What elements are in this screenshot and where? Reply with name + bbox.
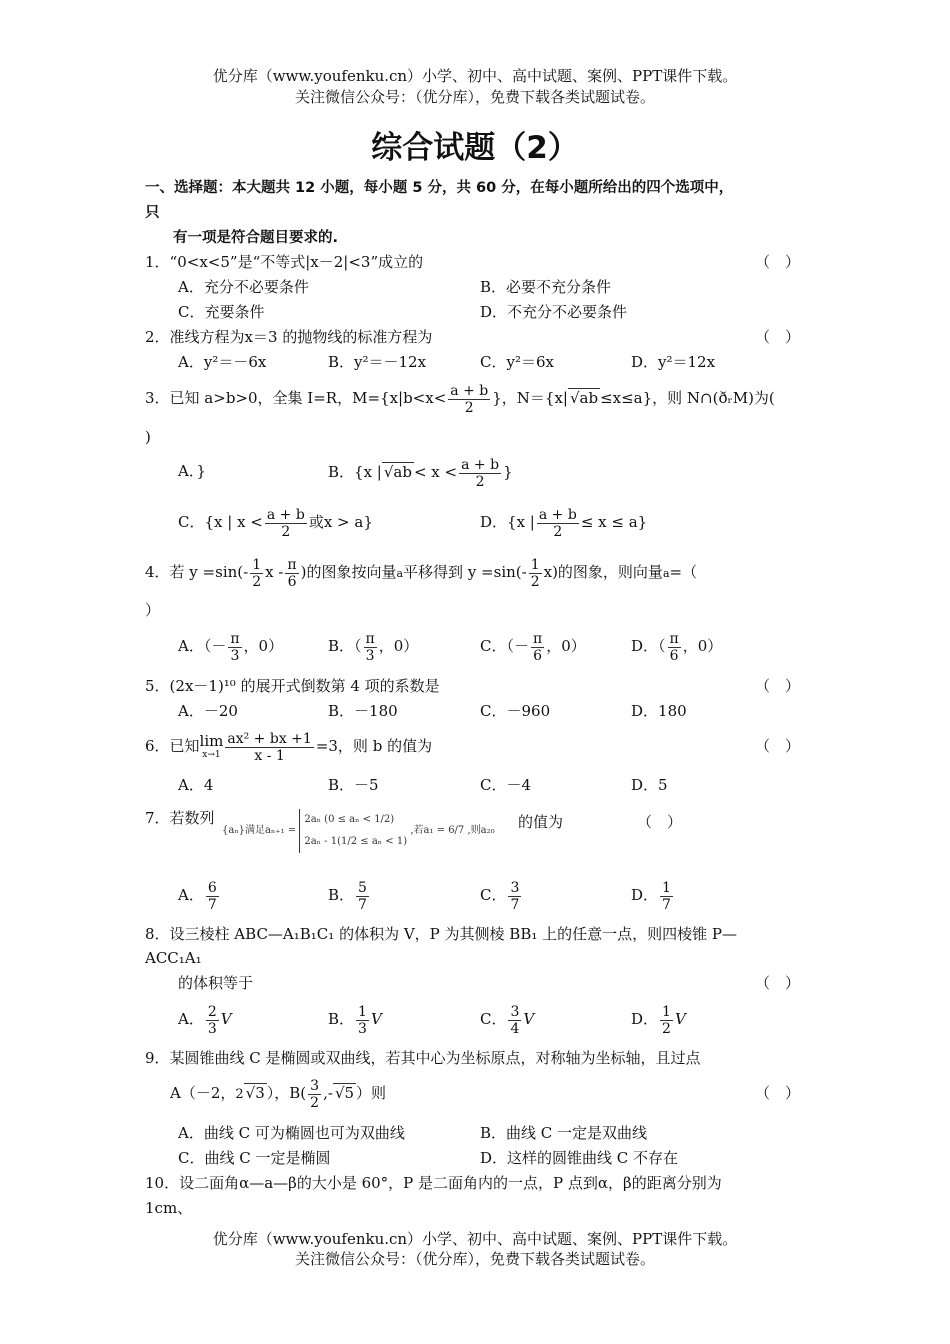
q7-option-a-label: A． [178,886,204,904]
q7-option-d-label: D． [631,886,659,904]
q6-limit-sub: x→1 [202,750,221,760]
footer-line-2: 关注微信公众号：（优分库），免费下载各类试题试卷。 [294,1250,655,1268]
q7-option-b-den: 7 [358,896,367,913]
q3-option-c [178,502,373,542]
header-line-1: 优分库（www.youfenku.cn）小学、初中、高中试题、案例、PPT课件下载。 [212,67,738,85]
q4-stem [145,552,697,594]
q9-two: 2 [235,1087,244,1102]
q8-stem-3: 的体积等于 [178,974,254,992]
q4-option-a-den: 3 [230,647,240,664]
q2-option-a: A．y²＝－6x [178,353,267,371]
q3-stem-pre: 3．已知 a>b>0，全集 I=R，M={x|b<x< [145,389,447,407]
q9-stem: 9．某圆锥曲线 C 是椭圆或双曲线，若其中心为坐标原点，对称轴为坐标轴，且过点 [145,1049,701,1067]
q8-option-d-label: D． [631,1010,659,1028]
footer-line-1: 优分库（www.youfenku.cn）小学、初中、高中试题、案例、PPT课件下载。 [212,1230,738,1248]
q4-option-d-fraction [668,631,681,664]
q7-condition: ,若a₁ = 6/7 ,则a₂₀ [410,825,495,836]
q7-stem-post: 的值为 [518,813,564,831]
q4-option-a [178,626,283,666]
q4-stem-pre: 4．若 y =sin(- [145,563,249,581]
q4-option-a-num: π [230,630,240,647]
q6-stem-post: =3，则 b 的值为 [315,737,433,755]
q8-option-c [480,999,534,1039]
q1-stem: 1．“0<x<5”是“不等式|x－2|<3”成立的 [145,253,424,271]
q3-stem-mid: }，N＝{x| [492,389,568,407]
q3-option-b-sqrt-value: ab [393,463,412,481]
q3-option-d-fraction-num: a + b [538,506,577,523]
q3-option-c-fraction-den: 2 [281,523,291,540]
q4-option-b-fraction [364,631,377,664]
q7-option-b [328,875,371,915]
q7-option-a-fraction [206,880,219,913]
q4-option-a-tail: ，0） [243,637,284,655]
q4-half-num-2: 1 [530,556,540,573]
q4-stem-mid4: x)的图象，则向量 [543,563,663,581]
q7-option-c [480,875,523,915]
q1-option-c: C．充要条件 [178,303,265,321]
q9-sqrt-3-value: 3 [255,1084,265,1102]
q3-option-c-label: C．{x | x < [178,513,263,531]
q8-option-d-v: V [674,1010,686,1028]
q2-option-c: C．y²＝6x [480,353,554,371]
q4-option-b-num: π [365,630,375,647]
q4-option-a-label: A．（－ [178,637,227,655]
q4-option-c-den: 6 [533,647,543,664]
q9-mid2: ,- [323,1084,333,1102]
q8-option-a [178,999,232,1039]
q3-option-b-label: B．{x | [328,463,382,481]
q7-option-a [178,875,221,915]
q9-option-c: C．曲线 C 一定是椭圆 [178,1149,331,1167]
q2-option-d: D．y²＝12x [631,353,716,371]
q6-option-b: B．－5 [328,776,379,794]
q8-option-a-num: 2 [207,1003,217,1020]
q3-option-a-label: A． [178,462,197,480]
q4-half-den-2: 2 [530,573,540,590]
q5-option-a: A．－20 [178,702,238,720]
q3-fraction-den: 2 [464,399,474,416]
q7-option-d [631,875,675,915]
q9-sqrt-5: √5 [334,1084,355,1102]
q8-option-d-den: 2 [662,1020,671,1037]
q8-option-b-label: B． [328,1010,355,1028]
q2-answer-bracket: （ ） [755,328,801,346]
q5-answer-bracket: （ ） [755,677,801,695]
q10-stem-2: 1cm、 [145,1199,193,1217]
q3-sqrt: √ab [569,389,599,407]
q5-option-c: C．－960 [480,702,551,720]
q9-point-a: A（－2， [170,1084,236,1102]
q3-option-b [328,452,513,492]
section-heading-cont: 有一项是符合题目要求的. [173,230,339,246]
q9-mid: ），B( [266,1084,307,1102]
q3-stem-post: ≤x≤a}，则 N∩(ðᵣM)为( [600,389,775,407]
section-heading-wrap: 只 [145,205,160,221]
q4-option-c-num: π [532,630,543,647]
q4-stem-wrap: ） [145,601,161,619]
q3-fraction [448,383,490,416]
q8-option-a-den: 3 [207,1020,217,1037]
q8-option-c-den: 4 [510,1020,520,1037]
q4-option-d-tail: ，0） [682,637,723,655]
q4-stem-mid3: 平移得到 y =sin(- [403,563,527,581]
q9-option-a: A．曲线 C 可为椭圆也可为双曲线 [178,1124,405,1142]
q4-stem-tail: =（ [669,563,698,581]
q8-option-a-v: V [220,1010,232,1028]
q3-option-c-tail: 或x > a} [308,513,373,531]
q4-stem-mid2: )的图象按向量 [300,563,397,581]
q4-option-c-fraction [531,631,544,664]
q4-option-d-label: D．（ [631,637,666,655]
q7-option-b-num: 5 [358,879,367,896]
q8-option-c-num: 3 [510,1003,520,1020]
q8-option-c-v: V [523,1010,535,1028]
q7-seq: {aₙ}满足aₙ₊₁ = [222,825,297,836]
q7-option-b-label: B． [328,886,355,904]
q8-option-b-fraction [356,1004,369,1037]
q7-option-d-den: 7 [662,896,671,913]
q4-half-num: 1 [252,556,262,573]
q4-option-b-den: 3 [365,647,375,664]
q3-option-a-tail: } [196,462,206,480]
q9-fraction-den: 2 [310,1094,320,1111]
q6-stem-pre: 6．已知 [145,737,200,755]
q4-option-d-den: 6 [669,647,679,664]
q4-option-d [631,626,722,666]
q9-answer-bracket: （ ） [755,1084,801,1102]
q8-answer-bracket: （ ） [755,974,801,992]
q3-option-a [178,461,206,481]
q3-option-d-fraction-den: 2 [553,523,563,540]
q3-option-b-sqrt: √ab [383,463,412,481]
q8-option-d-fraction [660,1004,673,1037]
q6-fraction [225,731,313,764]
q6-option-a: A．4 [178,776,214,794]
q4-option-b [328,626,418,666]
q7-case-2: 2aₙ - 1(1/2 ≤ aₙ < 1) [304,835,408,847]
q4-option-c [480,626,586,666]
q3-fraction-num: a + b [450,382,489,399]
q4-vector-a: a [396,567,404,580]
q3-option-b-tail: } [503,463,513,481]
q4-pi-den: 6 [287,573,297,590]
q7-definition [222,806,495,856]
q7-option-c-label: C． [480,886,507,904]
q4-half-fraction [250,557,263,590]
q6-stem [145,726,432,766]
q3-sqrt-value: ab [579,389,599,407]
q7-option-c-fraction [508,880,521,913]
q7-case-1: 2aₙ (0 ≤ aₙ < 1/2) [304,813,395,825]
q7-option-b-fraction [356,880,369,913]
q8-option-b-den: 3 [358,1020,367,1037]
q8-option-b-num: 1 [358,1003,367,1020]
q8-option-b [328,999,382,1039]
q4-pi-num: π [287,556,297,573]
q6-limit [200,733,224,761]
q3-option-d-fraction [537,507,579,540]
q4-half-den: 2 [252,573,262,590]
q8-option-d-num: 1 [662,1003,671,1020]
q8-stem: 8．设三棱柱 ABC—A₁B₁C₁ 的体积为 V，P 为其侧棱 BB₁ 上的任意一点，则四棱锥 P— [145,925,737,943]
q4-option-a-fraction [228,631,241,664]
q7-option-c-den: 7 [510,896,520,913]
q3-option-b-fraction-num: a + b [461,456,500,473]
q1-option-d: D．不充分不必要条件 [480,303,628,321]
q6-fraction-num: ax² + bx +1 [227,730,312,747]
q6-fraction-den: x - 1 [254,747,285,764]
q8-option-a-fraction [206,1004,219,1037]
q9-fraction [308,1078,321,1111]
q1-answer-bracket: （ ） [755,253,801,271]
q3-option-b-fraction [459,457,501,490]
q8-option-c-label: C． [480,1010,507,1028]
q2-option-b: B．y²＝－12x [328,353,427,371]
q6-limit-word: lim [199,732,224,750]
q7-option-c-num: 3 [510,879,520,896]
q3-option-b-mid: < x < [413,463,458,481]
q7-option-a-num: 6 [207,879,217,896]
q4-option-b-tail: ，0） [378,637,419,655]
q6-option-c: C．－4 [480,776,532,794]
q8-option-c-fraction [508,1004,521,1037]
q8-stem-2: ACC₁A₁ [145,949,202,967]
q7-cases [299,809,407,853]
q8-option-d [631,999,686,1039]
q4-option-d-num: π [669,630,679,647]
q3-option-d-label: D．{x | [480,513,535,531]
q7-stem-pre: 7．若数列 [145,809,215,827]
q1-option-b: B．必要不充分条件 [480,278,612,296]
q9-fraction-num: 3 [310,1077,320,1094]
q9-option-d: D．这样的圆锥曲线 C 不存在 [480,1149,679,1167]
q4-stem-mid1: x - [265,563,284,581]
q6-answer-bracket: （ ） [755,737,801,755]
q3-option-d [480,502,647,542]
q7-option-d-num: 1 [662,879,671,896]
q9-sqrt-5-value: 5 [344,1084,355,1102]
section-heading: 一、选择题：本大题共 12 小题，每小题 5 分，共 60 分，在每小题所给出的四个选项中， [145,180,734,196]
q7-option-d-fraction [660,880,673,913]
q4-vector-a-2: a [662,567,670,580]
header-line-2: 关注微信公众号：（优分库），免费下载各类试题试卷。 [294,88,655,106]
q4-pi-fraction [285,557,298,590]
q8-option-a-label: A． [178,1010,204,1028]
q3-stem-wrap: ) [145,428,151,446]
q4-half-fraction-2 [529,557,542,590]
q8-option-b-v: V [370,1010,382,1028]
q6-option-d: D．5 [631,776,668,794]
q2-stem: 2．准线方程为x＝3 的抛物线的标准方程为 [145,328,433,346]
q7-stem [145,808,215,828]
q1-option-a: A．充分不必要条件 [178,278,309,296]
q7-option-a-den: 7 [207,896,217,913]
q5-option-d: D．180 [631,702,687,720]
q9-points [170,1073,386,1115]
page-title: 综合试题（2） [371,130,579,166]
q9-option-b: B．曲线 C 一定是双曲线 [480,1124,648,1142]
q4-option-c-label: C．（－ [480,637,529,655]
q3-option-c-fraction-num: a + b [266,506,305,523]
q5-option-b: B．－180 [328,702,398,720]
q7-answer-bracket: （ ） [637,813,683,831]
q3-option-b-fraction-den: 2 [475,473,485,490]
q3-option-c-fraction [265,507,307,540]
q9-post: ）则 [356,1084,387,1102]
q10-stem: 10．设二面角α—a—β的大小是 60°，P 是二面角内的一点，P 点到α，β的距离分别为 [145,1174,722,1192]
q9-sqrt-3: √3 [245,1084,265,1102]
q5-stem: 5．(2x－1)¹⁰ 的展开式倒数第 4 项的系数是 [145,677,440,695]
q3-option-d-tail: ≤ x ≤ a} [580,513,648,531]
q3-stem [145,378,775,418]
q4-option-c-tail: ，0） [546,637,586,655]
q4-option-b-label: B．（ [328,637,362,655]
